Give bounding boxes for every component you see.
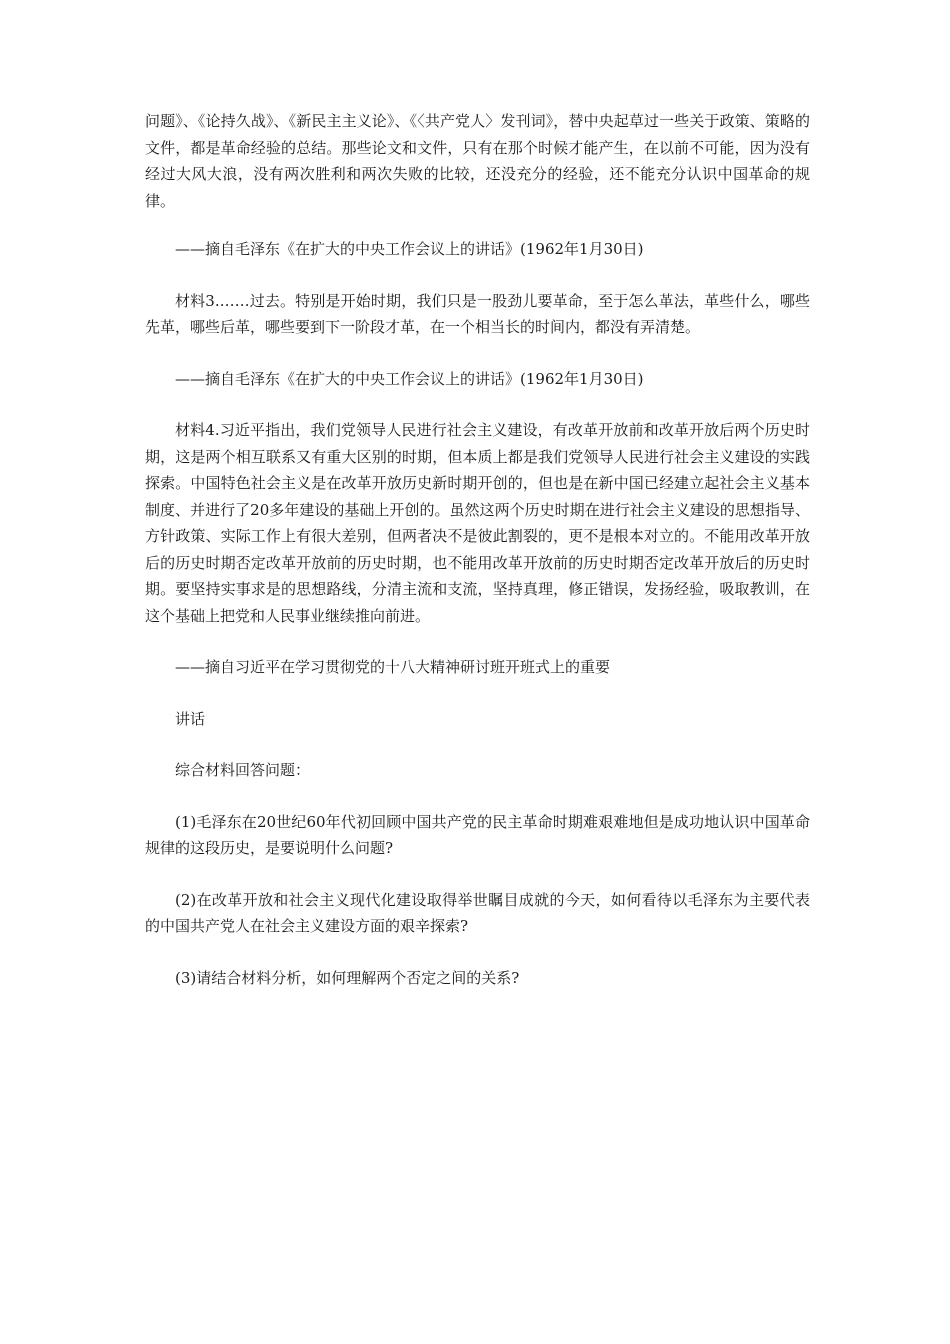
material-3-paragraph: 材料3.……过去。特别是开始时期，我们只是一股劲儿要革命，至于怎么革法，革些什么，哪些先革，哪些后革，哪些要到下一阶段才革，在一个相当长的时间内，都没有弄清楚。 <box>145 291 810 336</box>
source-citation-continued: 讲话 <box>175 709 206 728</box>
continued-paragraph: 问题》、《论持久战》、《新民主主义论》、《〈共产党人〉发刊词》，替中央起草过一些关于政策、策略的文件，都是革命经验的总结。那些论文和文件，只有在那个时候才能产生，在以前不可能，因为没有经过大风大浪，没有两次胜利和两次失败的比较，还没充分的经验，还不能充分认识中国革命的规律。 <box>145 112 810 210</box>
material-4-paragraph: 材料4.习近平指出，我们党领导人民进行社会主义建设，有改革开放前和改革开放后两个历史时期，这是两个相互联系又有重大区别的时期，但本质上都是我们党领导人民进行社会主义建设的实践探索。中国特色社会主义是在改革开放历史新时期开创的，但也是在新中国已经建立起社会主义基本制度、并进行了20多年建设的基础上开创的。虽然这两个历史时期在进行社会主义建设的思想指导、方针政策、实际工作上有很大差别，但两者决不是彼此割裂的，更不是根本对立的。不能用改革开放后的历史时期否定改革开放前的历史时期，也不能用改革开放前的历史时期否定改革开放后的历史时期。要坚持实事求是的思想路线，分清主流和支流，坚持真理，修正错误，发扬经验，吸取教训，在这个基础上把党和人民事业继续推向前进。 <box>145 421 810 625</box>
source-citation: ——摘自毛泽东《在扩大的中央工作会议上的讲话》(1962年1月30日) <box>175 369 644 388</box>
document-page <box>145 108 810 1016</box>
question-1: (1)毛泽东在20世纪60年代初回顾中国共产党的民主革命时期难艰难地但是成功地认识中国革命规律的这段历史，是要说明什么问题? <box>145 812 810 857</box>
source-citation: ——摘自习近平在学习贯彻党的十八大精神研讨班开班式上的重要 <box>175 658 611 676</box>
question-3: (3)请结合材料分析，如何理解两个否定之间的关系? <box>175 968 520 987</box>
question-2: (2)在改革开放和社会主义现代化建设取得举世瞩目成就的今天，如何看待以毛泽东为主要代表的中国共产党人在社会主义建设方面的艰辛探索? <box>145 890 810 935</box>
question-intro: 综合材料回答问题： <box>175 761 311 779</box>
source-citation: ——摘自毛泽东《在扩大的中央工作会议上的讲话》(1962年1月30日) <box>175 240 644 258</box>
